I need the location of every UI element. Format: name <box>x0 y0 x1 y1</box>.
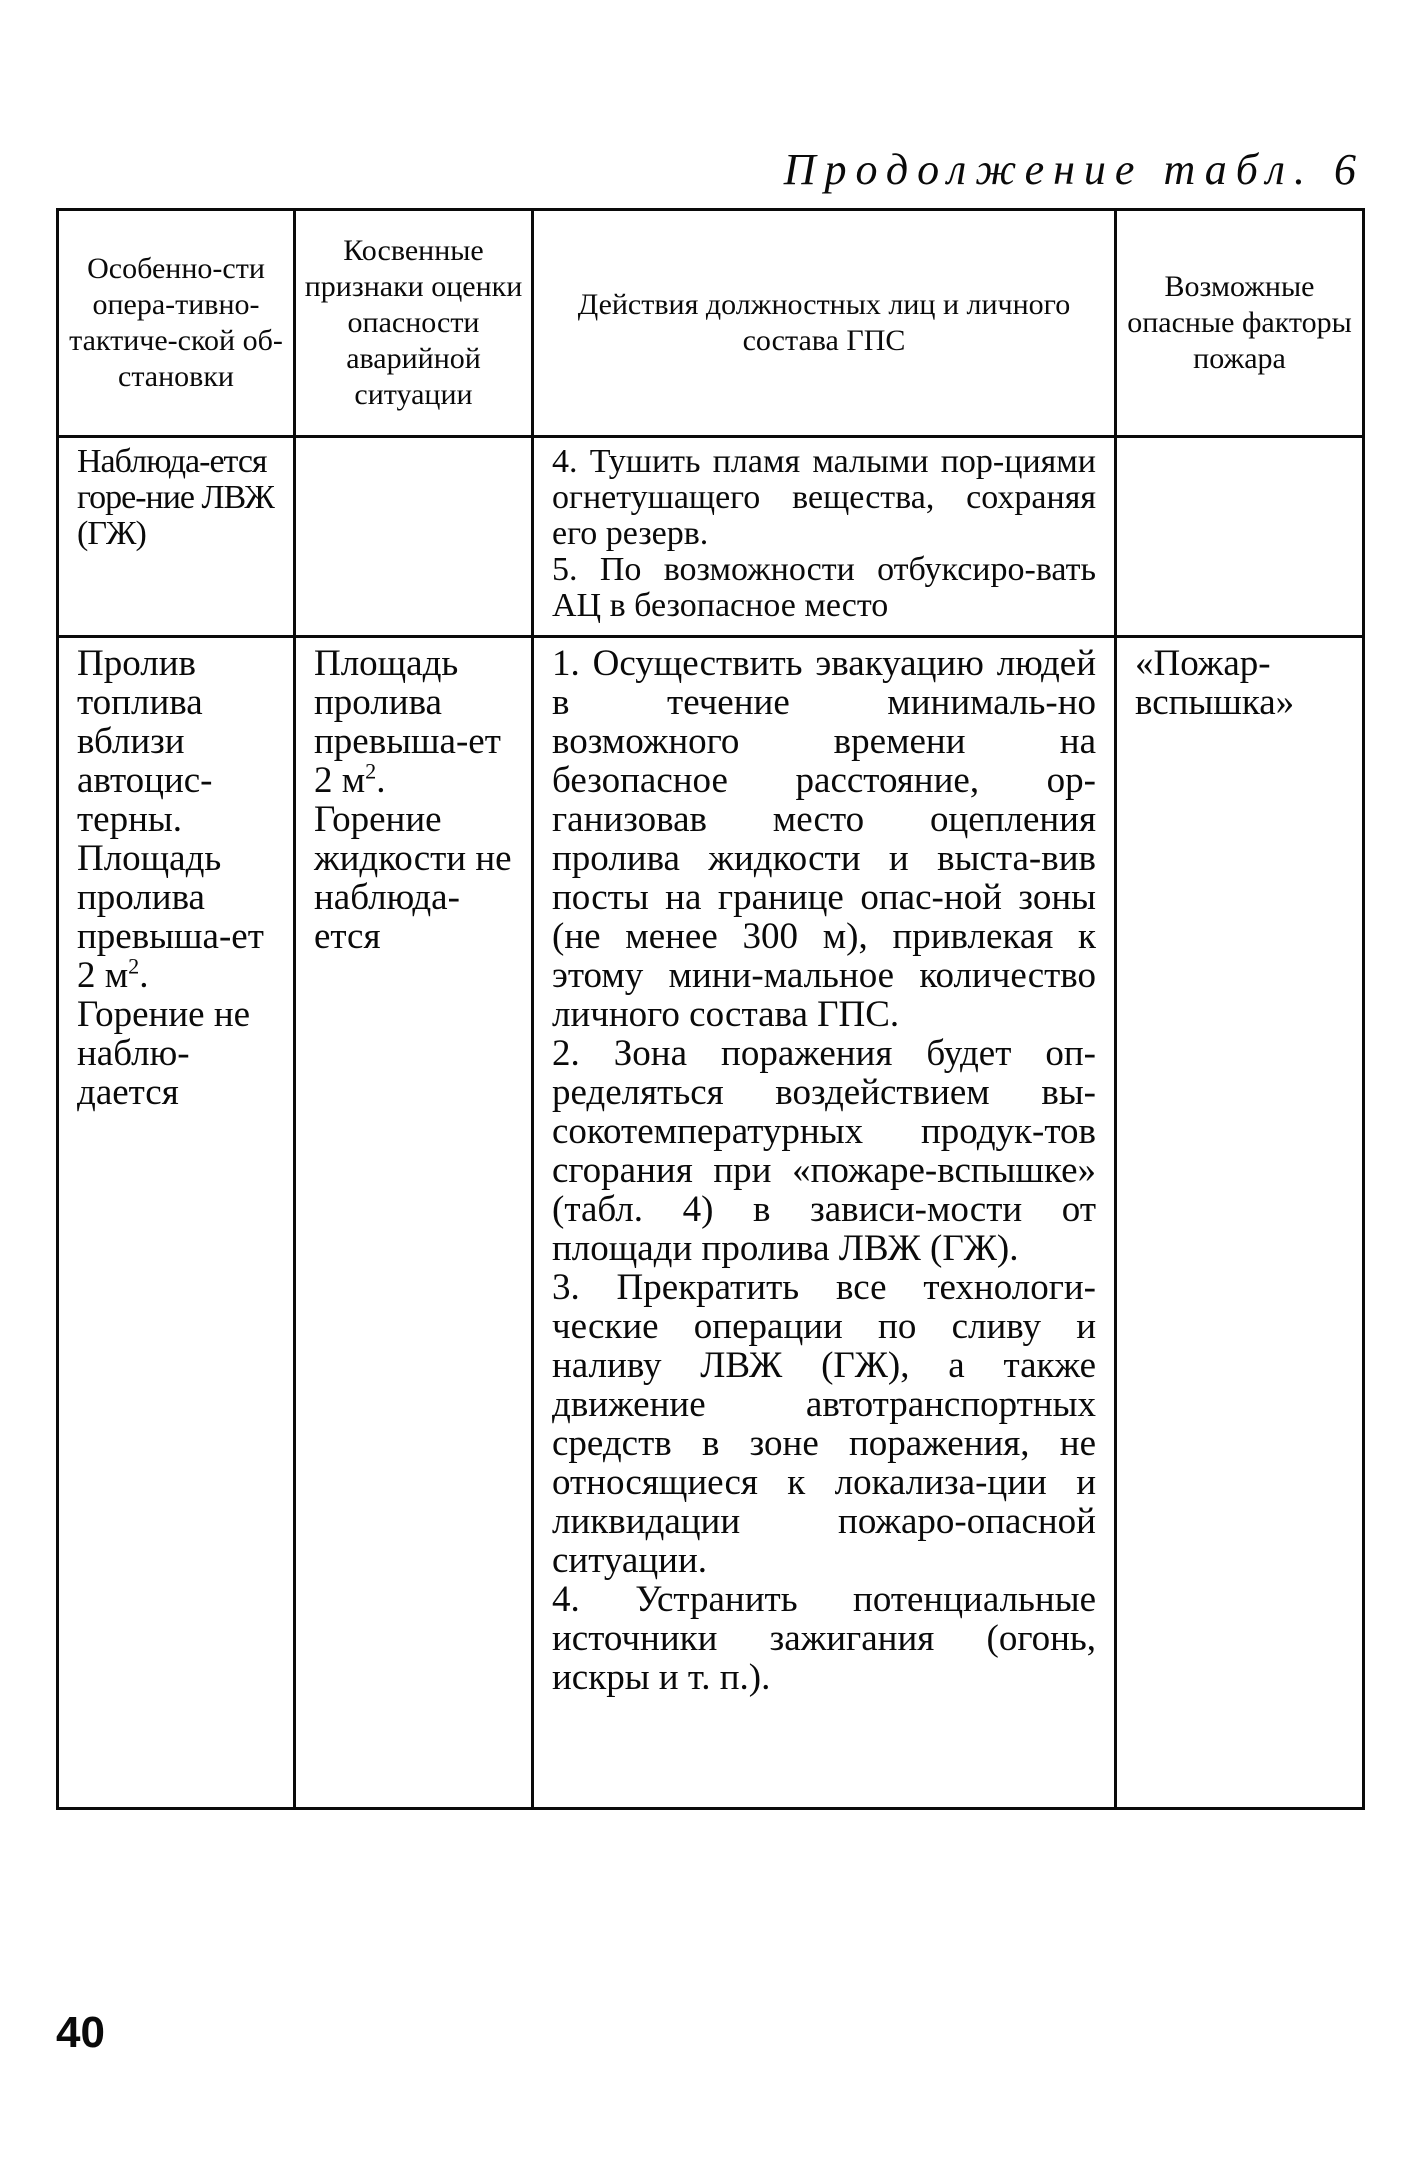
cell-situation: Наблюда-ется горе-ние ЛВЖ (ГЖ) <box>58 437 295 637</box>
action-item: 5. По возможности отбуксиро-вать АЦ в безопасное место <box>552 551 1096 624</box>
action-item: 3. Прекратить все технологи-ческие операции по сливу и наливу ЛВЖ (ГЖ), а также движение автотранспортных средств в зоне поражения, не относящиеся к локализа-ции и ликвидации пожаро-опасной ситуации. <box>552 1267 1096 1581</box>
situation-text: Пролив топлива вблизи автоцис-терны. Площадь пролива превыша-ет 2 м <box>77 643 264 996</box>
action-item: 1. Осуществить эвакуацию людей в течение минималь-но возможного времени на безопасное расстояние, ор-ганизовав место оцепления пролива жидкости и выста-вив посты на границе опас-ной зоны (не менее 300 м), привлекая к этому мини-мальное количество личного состава ГПС. <box>552 643 1096 1035</box>
signs-text: Площадь пролива превыша-ет 2 м <box>314 643 501 801</box>
action-item: 4. Тушить пламя малыми пор-циями огнетушащего вещества, сохраняя его резерв. <box>552 443 1096 552</box>
header-hazards: Возможные опасные факторы пожара <box>1116 210 1364 437</box>
header-signs: Косвенные признаки оценки опасности аварийной ситуации <box>295 210 533 437</box>
action-item: 4. Устранить потенциальные источники зажигания (огонь, искры и т. п.). <box>552 1579 1096 1698</box>
table-row <box>58 637 1364 1809</box>
page-number: 40 <box>56 2008 105 2057</box>
cell-hazards: «Пожар-вспышка» <box>1116 637 1364 1809</box>
cell-actions <box>533 637 1116 1809</box>
action-item: 2. Зона поражения будет оп-ределяться воздействием вы-сокотемпературных продук-тов сгорания при «пожаре-вспышке» (табл. 4) в зависи-мости от площади пролива ЛВЖ (ГЖ). <box>552 1033 1096 1269</box>
superscript: 2 <box>128 953 140 979</box>
header-actions: Действия должностных лиц и личного состава ГПС <box>533 210 1116 437</box>
table-continuation-caption: Продолжение табл. 6 <box>783 145 1365 194</box>
cell-actions <box>533 437 1116 637</box>
table-row <box>58 437 1364 637</box>
cell-hazards <box>1116 437 1364 637</box>
cell-signs <box>295 637 533 1809</box>
header-situation: Особенно-сти опера-тивно-тактиче-ской об-становки <box>58 210 295 437</box>
situation-text-end: . Горение не наблю-дается <box>77 955 251 1113</box>
table-header-row <box>58 210 1364 437</box>
signs-text-end: . Горение жидкости не наблюда-ется <box>314 760 512 957</box>
hazard-table <box>56 208 1365 1810</box>
cell-situation <box>58 637 295 1809</box>
cell-signs <box>295 437 533 637</box>
superscript: 2 <box>365 758 377 784</box>
